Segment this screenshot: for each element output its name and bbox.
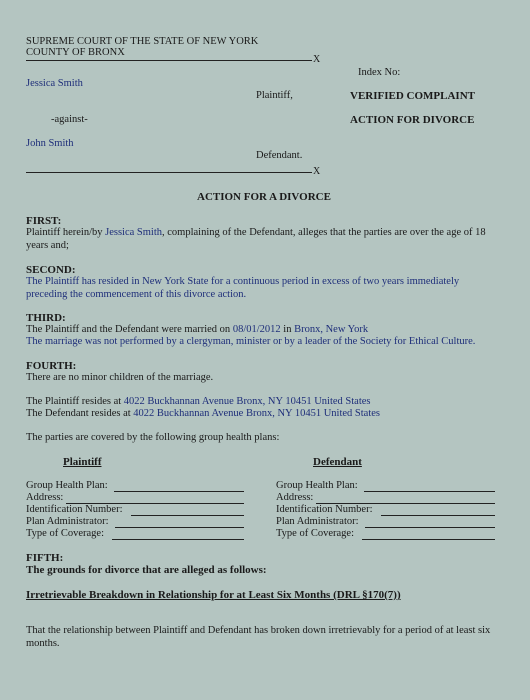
defendant-column-heading: Defendant: [313, 456, 362, 468]
doc-title-action-for-divorce: ACTION FOR DIVORCE: [350, 114, 475, 126]
defendant-name: John Smith: [26, 138, 74, 149]
first-text-a: Plaintiff herein/by: [26, 227, 106, 238]
plaintiff-address: 4022 Buckhannan Avenue Bronx, NY 10451 United States: [123, 396, 371, 407]
fourth-heading: FOURTH:: [26, 360, 77, 372]
first-paragraph: [26, 227, 504, 252]
defendant-identification-number-line[interactable]: [381, 515, 495, 516]
section-heading: ACTION FOR A DIVORCE: [197, 191, 331, 203]
first-text-b: , complaining of the Defendant, alleges that the parties are over the age of 18 years and;: [26, 227, 486, 251]
plaintiff-type-of-coverage-label: Type of Coverage:: [26, 528, 104, 539]
plaintiff-identification-number-line[interactable]: [131, 515, 244, 516]
defendant-identification-number-label: Identification Number:: [276, 504, 373, 515]
plaintiff-role: Plaintiff,: [256, 90, 293, 101]
third-heading: THIRD:: [26, 312, 66, 324]
defendant-address-label: Address:: [276, 492, 314, 503]
third-line-1: [26, 324, 506, 337]
third-text-b: in: [280, 324, 295, 335]
caption-x-bottom: X: [313, 166, 321, 177]
fifth-subheading: The grounds for divorce that are alleged as follows:: [26, 564, 267, 576]
caption-rule-top: [26, 60, 312, 61]
caption-x-top: X: [313, 54, 321, 65]
plaintiff-address-label: Address:: [26, 492, 64, 503]
second-heading: SECOND:: [26, 264, 76, 276]
first-heading: FIRST:: [26, 215, 62, 227]
plaintiff-group-health-plan-label: Group Health Plan:: [26, 480, 108, 491]
fifth-paragraph: That the relationship between Plaintiff and Defendant has broken down irretrievably for a period of at least six months.: [26, 625, 491, 649]
plaintiff-residence-label: The Plaintiff resides at: [26, 396, 124, 407]
defendant-type-of-coverage-label: Type of Coverage:: [276, 528, 354, 539]
marriage-place: Bronx, New York: [294, 324, 369, 335]
defendant-role: Defendant.: [256, 150, 303, 161]
defendant-group-health-plan-line[interactable]: [364, 491, 495, 492]
divorce-ground: Irretrievable Breakdown in Relationship for at Least Six Months (DRL §170(7)): [26, 589, 401, 601]
fifth-heading: FIFTH:: [26, 552, 64, 564]
plaintiff-name: Jessica Smith: [26, 78, 83, 89]
against-label: -against-: [51, 114, 88, 125]
plaintiff-plan-administrator-line[interactable]: [115, 527, 244, 528]
plaintiff-identification-number-label: Identification Number:: [26, 504, 123, 515]
index-no-label: Index No:: [358, 67, 401, 78]
marriage-date: 08/01/2012: [232, 324, 281, 335]
second-paragraph: The Plaintiff has resided in New York State for a continuous period in excess of two years immediately preceding the commencement of this divorce action.: [26, 276, 460, 300]
health-plans-intro: The parties are covered by the following group health plans:: [26, 432, 280, 443]
plaintiff-column-heading: Plaintiff: [63, 456, 102, 468]
defendant-group-health-plan-label: Group Health Plan:: [276, 480, 358, 491]
defendant-residence: [26, 408, 506, 421]
third-line-2: The marriage was not performed by a clergyman, minister or by a leader of the Society for Ethical Culture.: [26, 336, 476, 347]
defendant-type-of-coverage-line[interactable]: [362, 539, 495, 540]
first-plaintiff-name: Jessica Smith: [105, 227, 162, 238]
defendant-residence-label: The Defendant resides at: [26, 408, 134, 419]
doc-title-verified-complaint: VERIFIED COMPLAINT: [350, 90, 475, 102]
defendant-plan-administrator-line[interactable]: [365, 527, 495, 528]
plaintiff-type-of-coverage-line[interactable]: [112, 539, 244, 540]
county-name: COUNTY OF BRONX: [26, 47, 125, 58]
plaintiff-group-health-plan-line[interactable]: [114, 491, 244, 492]
plaintiff-plan-administrator-label: Plan Administrator:: [26, 516, 109, 527]
defendant-plan-administrator-label: Plan Administrator:: [276, 516, 359, 527]
caption-rule-bottom: [26, 172, 312, 173]
fourth-paragraph: There are no minor children of the marriage.: [26, 372, 214, 383]
plaintiff-residence: [26, 396, 506, 409]
third-text-a: The Plaintiff and the Defendant were married on: [26, 324, 233, 335]
court-name: SUPREME COURT OF THE STATE OF NEW YORK: [26, 36, 259, 47]
defendant-address: 4022 Buckhannan Avenue Bronx, NY 10451 United States: [133, 408, 381, 419]
